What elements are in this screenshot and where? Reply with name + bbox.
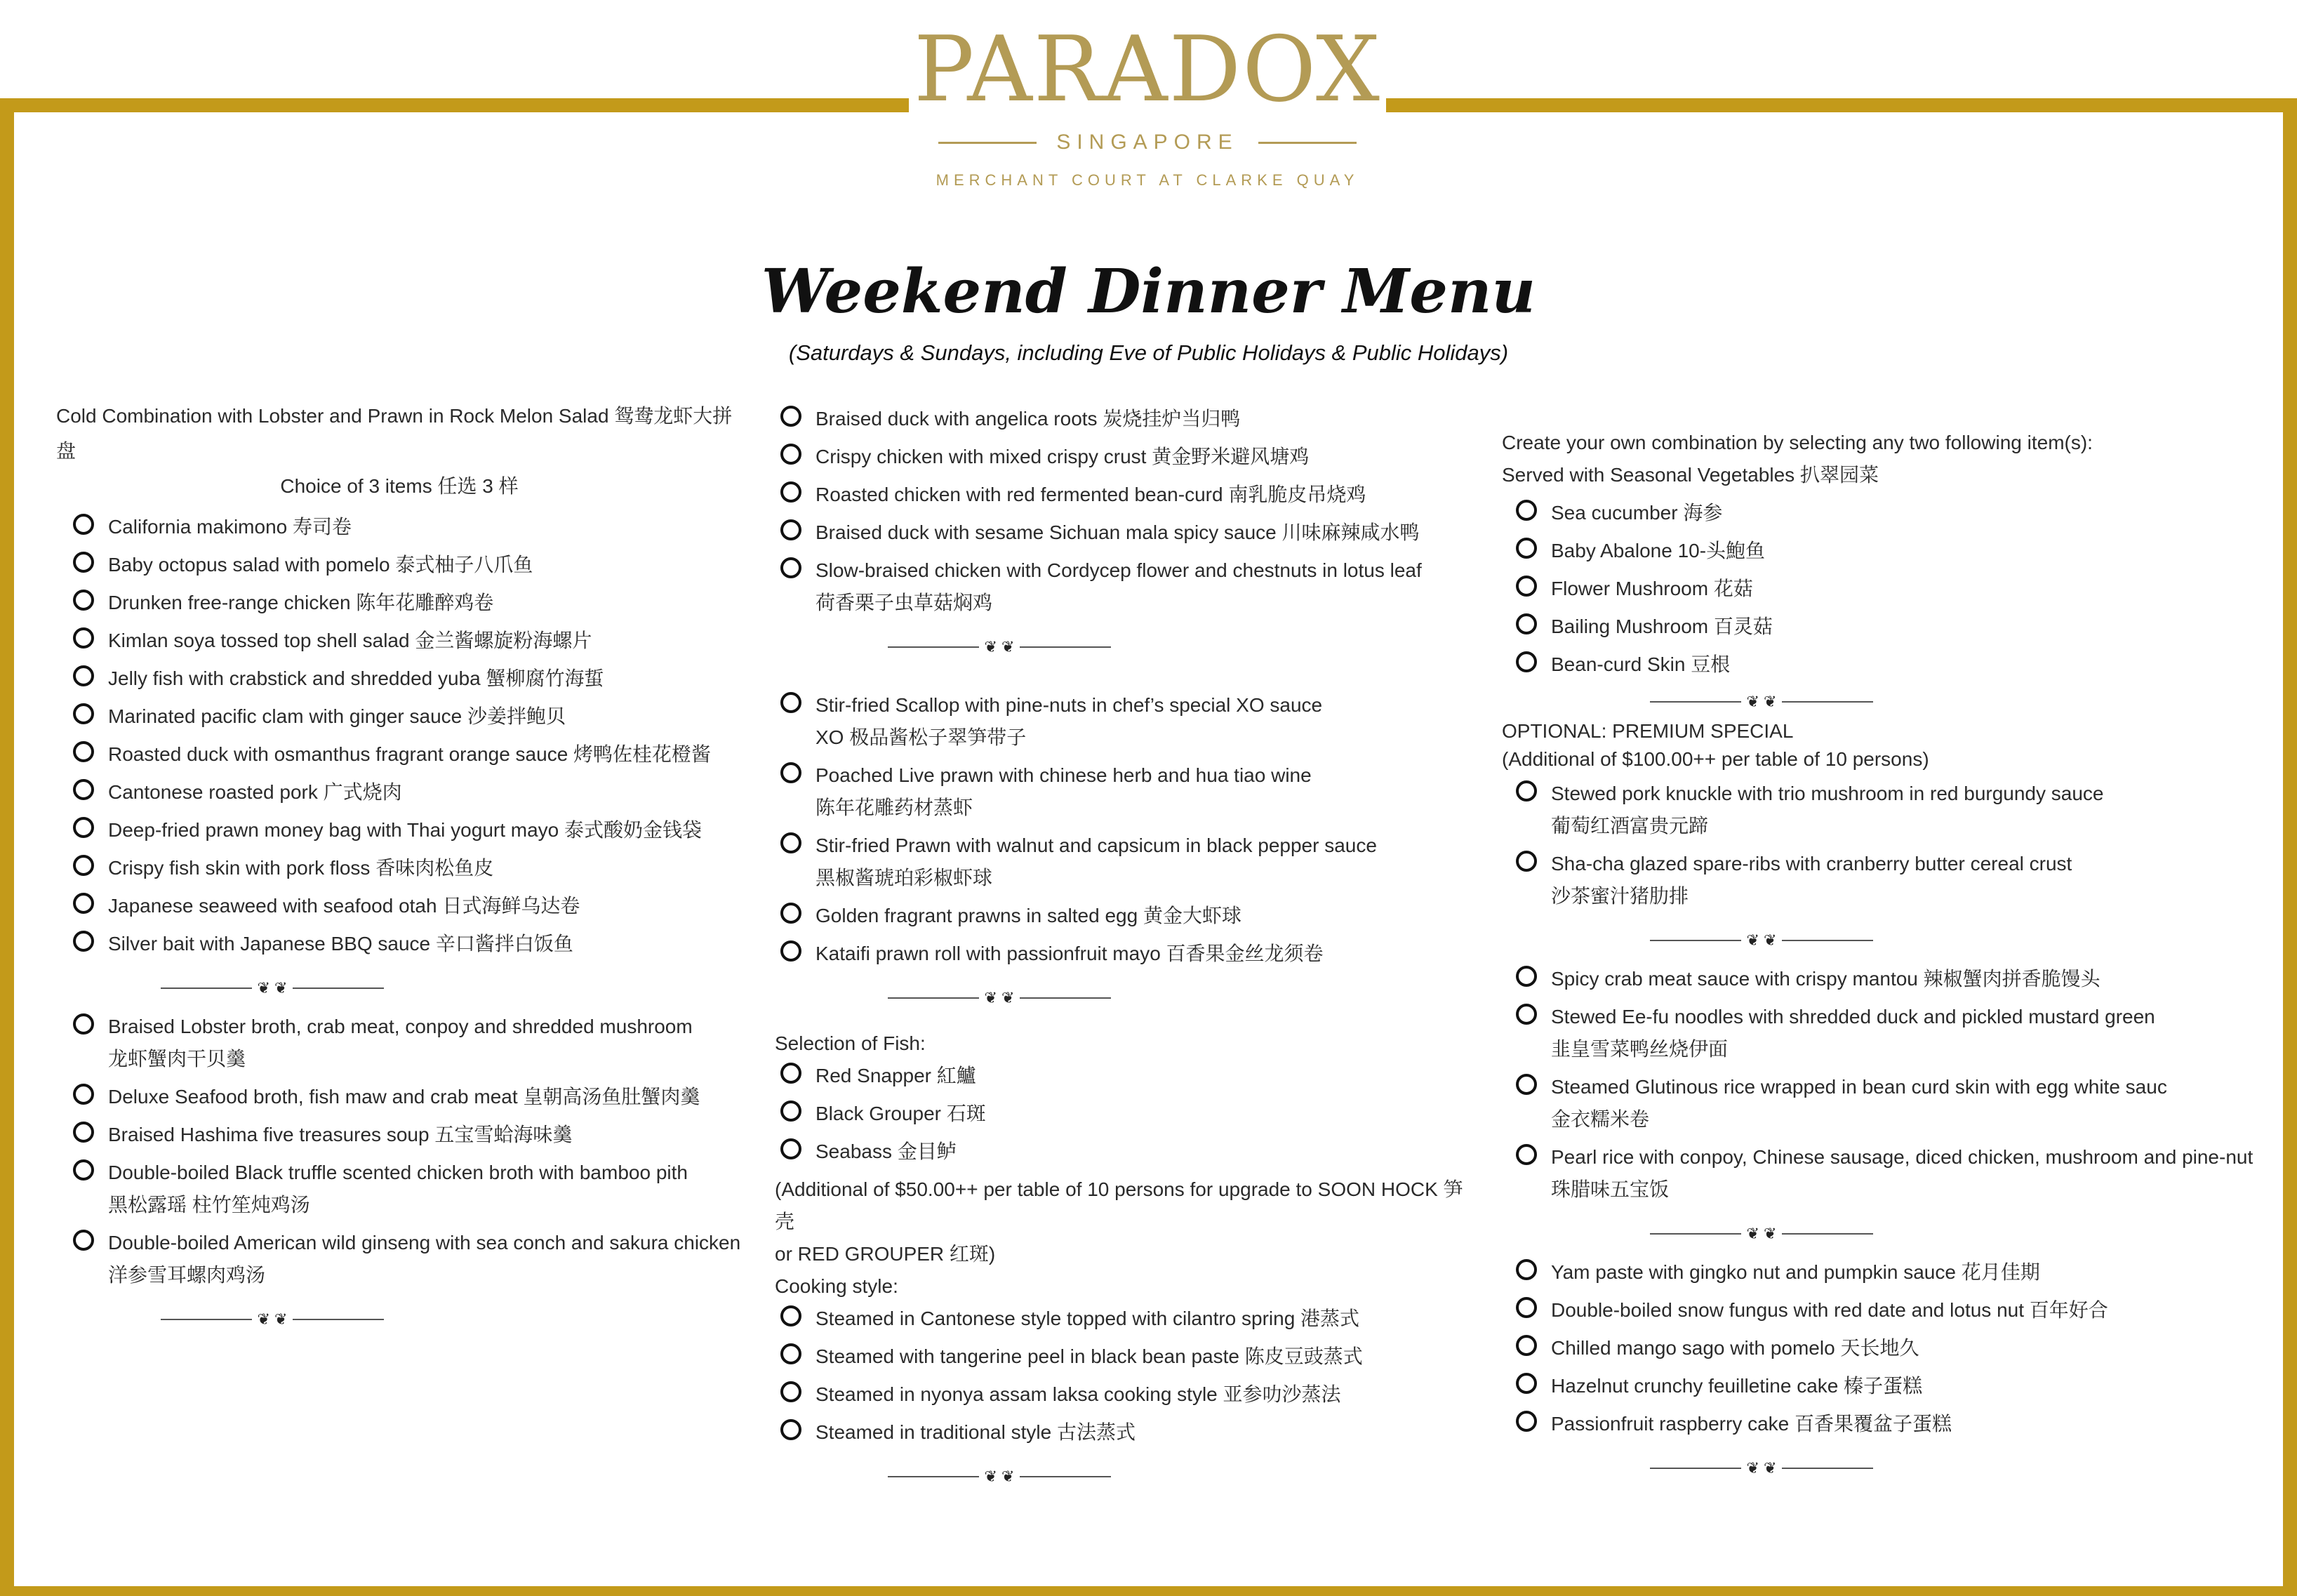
column-middle <box>775 403 1470 1499</box>
menu-item[interactable] <box>1516 497 2267 529</box>
menu-item-label: Steamed in traditional style 古法蒸式 <box>815 1421 1136 1443</box>
radio-circle-icon[interactable] <box>73 741 94 762</box>
menu-item-label: Steamed with tangerine peel in black bean paste 陈皮豆豉蒸式 <box>815 1345 1363 1367</box>
menu-item-label: Spicy crab meat sauce with crispy mantou 辣椒蟹肉拼香脆馒头 <box>1551 968 2100 990</box>
menu-item[interactable] <box>780 1060 1470 1092</box>
menu-item-label: Baby Abalone 10-头鮑鱼 <box>1551 540 1766 561</box>
radio-circle-icon[interactable] <box>73 931 94 952</box>
menu-item[interactable] <box>780 1303 1470 1335</box>
menu-item[interactable] <box>73 663 743 695</box>
divider-ornament: ❦ ❦ <box>1502 1211 2021 1256</box>
radio-circle-icon[interactable] <box>73 590 94 611</box>
menu-item-label: Steamed in Cantonese style topped with cilantro spring 港蒸式 <box>815 1308 1360 1329</box>
radio-circle-icon[interactable] <box>1516 1004 1537 1025</box>
menu-item-label: Silver bait with Japanese BBQ sauce 辛口酱拌白饭鱼 <box>108 933 573 955</box>
divider-ornament: ❦ ❦ <box>775 625 1224 670</box>
fish-note-2: or RED GROUPER 红斑) <box>775 1243 996 1265</box>
fish-heading: Selection of Fish: <box>775 1032 926 1054</box>
radio-circle-icon[interactable] <box>73 1230 94 1251</box>
cold-combo-choice: Choice of 3 items 任选 3 样 <box>280 475 519 497</box>
menu-item[interactable] <box>73 852 743 884</box>
menu-item[interactable] <box>1516 1332 2267 1364</box>
radio-circle-icon[interactable] <box>780 903 801 924</box>
menu-item-label: Braised duck with sesame Sichuan mala spicy sauce 川味麻辣咸水鸭 <box>815 521 1420 543</box>
radio-circle-icon[interactable] <box>73 817 94 838</box>
staple-items-list <box>1502 963 2267 1206</box>
cooking-items-list <box>775 1303 1470 1449</box>
radio-circle-icon[interactable] <box>1516 966 1537 987</box>
radio-circle-icon[interactable] <box>73 779 94 800</box>
divider-ornament: ❦ ❦ <box>48 1297 497 1342</box>
menu-item-label: Roasted chicken with red fermented bean-curd 南乳脆皮吊烧鸡 <box>815 484 1366 505</box>
cold-items-list <box>48 511 743 960</box>
menu-item-label: Steamed in nyonya assam laksa cooking style 亚参叻沙蒸法 <box>815 1383 1341 1405</box>
radio-circle-icon[interactable] <box>73 855 94 876</box>
menu-item-label: Stewed Ee-fu noodles with shredded duck and pickled mustard green 韭皇雪菜鸭丝烧伊面 <box>1551 1006 2155 1060</box>
radio-circle-icon[interactable] <box>780 519 801 540</box>
radio-circle-icon[interactable] <box>73 627 94 649</box>
menu-item-label: Steamed Glutinous rice wrapped in bean curd skin with egg white sauc 金衣糯米卷 <box>1551 1076 2167 1130</box>
menu-item[interactable] <box>780 441 1470 473</box>
radio-circle-icon[interactable] <box>780 1138 801 1159</box>
radio-circle-icon[interactable] <box>1516 1411 1537 1432</box>
menu-item[interactable] <box>73 776 743 809</box>
menu-item-label: Drunken free-range chicken 陈年花雕醉鸡卷 <box>108 592 494 613</box>
menu-item[interactable] <box>1516 1408 2267 1440</box>
radio-circle-icon[interactable] <box>73 1084 94 1105</box>
premium-heading: OPTIONAL: PREMIUM SPECIAL <box>1502 720 1794 742</box>
menu-item-label: Hazelnut crunchy feuilletine cake 榛子蛋糕 <box>1551 1375 1923 1397</box>
menu-item-label: Crispy fish skin with pork floss 香味肉松鱼皮 <box>108 857 494 879</box>
menu-item-label: Pearl rice with conpoy, Chinese sausage, diced chicken, mushroom and pine-nut 珠腊味五宝饭 <box>1551 1146 2253 1200</box>
menu-item-label: Sea cucumber 海参 <box>1551 502 1723 524</box>
radio-circle-icon[interactable] <box>73 703 94 724</box>
radio-circle-icon[interactable] <box>780 762 801 783</box>
radio-circle-icon[interactable] <box>1516 500 1537 521</box>
menu-item-label: Deluxe Seafood broth, fish maw and crab meat 皇朝高汤鱼肚蟹肉羹 <box>108 1086 700 1108</box>
radio-circle-icon[interactable] <box>1516 1297 1537 1318</box>
menu-item[interactable] <box>73 549 743 581</box>
radio-circle-icon[interactable] <box>780 940 801 962</box>
menu-item[interactable] <box>1516 1141 2267 1206</box>
brand-city: SINGAPORE <box>1056 131 1239 154</box>
radio-circle-icon[interactable] <box>780 481 801 503</box>
menu-item-label: Cantonese roasted pork 广式烧肉 <box>108 781 402 803</box>
radio-circle-icon[interactable] <box>1516 1074 1537 1095</box>
dessert-items-list <box>1502 1256 2267 1440</box>
premium-items-list <box>1502 778 2267 912</box>
menu-item[interactable] <box>780 938 1470 970</box>
menu-item-label: Chilled mango sago with pomelo 天长地久 <box>1551 1337 1919 1359</box>
menu-item-label: Braised Hashima five treasures soup 五宝雪蛤海味羹 <box>108 1124 573 1145</box>
menu-item-label: Double-boiled snow fungus with red date and lotus nut 百年好合 <box>1551 1299 2108 1321</box>
fish-note-1: (Additional of $50.00++ per table of 10 persons for upgrade to SOON HOCK 笋壳 <box>775 1178 1463 1232</box>
menu-item-label: Stir-fried Prawn with walnut and capsicum in black pepper sauce 黑椒酱琥珀彩椒虾球 <box>815 834 1377 889</box>
menu-item[interactable] <box>780 830 1470 894</box>
menu-item-label: Crispy chicken with mixed crispy crust 黄金野米避风塘鸡 <box>815 446 1310 467</box>
menu-item-label: Braised Lobster broth, crab meat, conpoy and shredded mushroom 龙虾蟹肉干贝羹 <box>108 1016 693 1070</box>
brand-name: PARADOX <box>913 18 1382 122</box>
radio-circle-icon[interactable] <box>1516 1144 1537 1165</box>
menu-item[interactable] <box>73 1119 743 1151</box>
menu-item[interactable] <box>1516 535 2267 567</box>
radio-circle-icon[interactable] <box>780 557 801 578</box>
menu-item-label: Bean-curd Skin 豆根 <box>1551 653 1731 675</box>
menu-item-label: Sha-cha glazed spare-ribs with cranberry butter cereal crust 沙茶蜜汁猪肋排 <box>1551 853 2072 907</box>
menu-item-label: Seabass 金目鲈 <box>815 1141 957 1162</box>
radio-circle-icon[interactable] <box>1516 1373 1537 1394</box>
menu-item[interactable] <box>1516 1071 2267 1136</box>
menu-item[interactable] <box>780 1136 1470 1168</box>
radio-circle-icon[interactable] <box>73 893 94 914</box>
menu-item-label: Red Snapper 紅鱸 <box>815 1065 976 1086</box>
radio-circle-icon[interactable] <box>73 665 94 686</box>
page-title: Weekend Dinner Menu <box>761 256 1536 327</box>
radio-circle-icon[interactable] <box>73 514 94 535</box>
menu-item[interactable] <box>780 554 1470 619</box>
fish-items-list <box>775 1060 1470 1168</box>
menu-item-label: California makimono 寿司卷 <box>108 516 352 538</box>
menu-item[interactable] <box>73 1227 743 1291</box>
menu-item-label: Passionfruit raspberry cake 百香果覆盆子蛋糕 <box>1551 1413 1952 1435</box>
radio-circle-icon[interactable] <box>1516 1335 1537 1356</box>
radio-circle-icon[interactable] <box>780 1305 801 1326</box>
column-left <box>48 399 743 1342</box>
menu-item[interactable] <box>780 689 1470 754</box>
radio-circle-icon[interactable] <box>780 1063 801 1084</box>
menu-item[interactable] <box>780 1416 1470 1449</box>
menu-item-label: Black Grouper 石斑 <box>815 1103 986 1124</box>
menu-item-label: Japanese seaweed with seafood otah 日式海鲜乌达卷 <box>108 895 580 917</box>
menu-item[interactable] <box>780 900 1470 932</box>
menu-item[interactable] <box>780 759 1470 824</box>
menu-item-label: Deep-fried prawn money bag with Thai yogurt mayo 泰式酸奶金钱袋 <box>108 819 703 841</box>
poultry-items-list <box>775 403 1470 619</box>
radio-circle-icon[interactable] <box>1516 538 1537 559</box>
menu-item[interactable] <box>780 403 1470 435</box>
menu-item[interactable] <box>73 928 743 960</box>
menu-item[interactable] <box>1516 778 2267 842</box>
menu-item[interactable] <box>1516 573 2267 605</box>
combo-items-list <box>1502 497 2267 681</box>
menu-item-label: Double-boiled American wild ginseng with sea conch and sakura chicken 洋参雪耳螺肉鸡汤 <box>108 1232 741 1286</box>
radio-circle-icon[interactable] <box>73 552 94 573</box>
menu-item[interactable] <box>780 1098 1470 1130</box>
column-right <box>1502 427 2267 1491</box>
menu-item-label: Stir-fried Scallop with pine-nuts in chef’s special XO sauce XO 极品酱松子翠笋带子 <box>815 694 1323 748</box>
menu-item[interactable] <box>73 511 743 543</box>
radio-circle-icon[interactable] <box>73 1013 94 1035</box>
menu-item[interactable] <box>1516 848 2267 912</box>
radio-circle-icon[interactable] <box>780 1100 801 1122</box>
menu-item[interactable] <box>73 1081 743 1113</box>
menu-item[interactable] <box>780 1378 1470 1411</box>
menu-item-label: Jelly fish with crabstick and shredded yuba 蟹柳腐竹海蜇 <box>108 667 604 689</box>
menu-item-label: Poached Live prawn with chinese herb and hua tiao wine 陈年花雕药材蒸虾 <box>815 764 1312 818</box>
radio-circle-icon[interactable] <box>780 1381 801 1402</box>
menu-item-label: Golden fragrant prawns in salted egg 黄金大虾球 <box>815 905 1241 926</box>
menu-item[interactable] <box>1516 963 2267 995</box>
menu-item[interactable] <box>780 517 1470 549</box>
divider-ornament: ❦ ❦ <box>775 976 1224 1020</box>
combo-intro: Create your own combination by selecting any two following item(s): <box>1502 432 2093 453</box>
radio-circle-icon[interactable] <box>1516 651 1537 672</box>
menu-item-label: Yam paste with gingko nut and pumpkin sauce 花月佳期 <box>1551 1261 2040 1283</box>
menu-item-label: Roasted duck with osmanthus fragrant orange sauce 烤鸭佐桂花橙酱 <box>108 743 712 765</box>
menu-item[interactable] <box>1516 1001 2267 1065</box>
menu-item[interactable] <box>73 587 743 619</box>
menu-item[interactable] <box>1516 649 2267 681</box>
radio-circle-icon[interactable] <box>1516 1259 1537 1280</box>
menu-item[interactable] <box>73 700 743 733</box>
menu-item-label: Kataifi prawn roll with passionfruit mayo 百香果金丝龙须卷 <box>815 943 1324 964</box>
radio-circle-icon[interactable] <box>780 692 801 713</box>
premium-note: (Additional of $100.00++ per table of 10 persons) <box>1502 748 1929 770</box>
menu-item[interactable] <box>780 1341 1470 1373</box>
radio-circle-icon[interactable] <box>1516 613 1537 634</box>
menu-item[interactable] <box>73 1157 743 1221</box>
menu-item-label: Marinated pacific clam with ginger sauce 沙姜拌鲍贝 <box>108 705 566 727</box>
radio-circle-icon[interactable] <box>780 1343 801 1364</box>
menu-item[interactable] <box>780 479 1470 511</box>
divider-ornament: ❦ ❦ <box>1502 686 2021 717</box>
radio-circle-icon[interactable] <box>1516 576 1537 597</box>
menu-item-label: Slow-braised chicken with Cordycep flower and chestnuts in lotus leaf 荷香栗子虫草菇焖鸡 <box>815 559 1422 613</box>
menu-item-label: Double-boiled Black truffle scented chicken broth with bamboo pith 黑松露瑶 柱竹笙炖鸡汤 <box>108 1162 688 1216</box>
menu-item-label: Stewed pork knuckle with trio mushroom in red burgundy sauce 葡萄红酒富贵元蹄 <box>1551 783 2104 837</box>
radio-circle-icon[interactable] <box>780 832 801 853</box>
radio-circle-icon[interactable] <box>73 1122 94 1143</box>
divider-ornament: ❦ ❦ <box>1502 1446 2021 1491</box>
menu-item-label: Bailing Mushroom 百灵菇 <box>1551 616 1773 637</box>
cooking-heading: Cooking style: <box>775 1275 898 1297</box>
radio-circle-icon[interactable] <box>780 1419 801 1440</box>
menu-item[interactable] <box>1516 1294 2267 1326</box>
page-subtitle: (Saturdays & Sundays, including Eve of Public Holidays & Public Holidays) <box>788 340 1509 365</box>
menu-item[interactable] <box>73 738 743 771</box>
divider-ornament: ❦ ❦ <box>775 1454 1224 1499</box>
menu-item[interactable] <box>1516 1370 2267 1402</box>
menu-item[interactable] <box>1516 1256 2267 1289</box>
menu-item-label: Kimlan soya tossed top shell salad 金兰酱螺旋粉海螺片 <box>108 630 592 651</box>
combo-vegetables: Served with Seasonal Vegetables 扒翠园菜 <box>1502 464 1879 486</box>
cold-combo-heading: Cold Combination with Lobster and Prawn in Rock Melon Salad 鸳鸯龙虾大拼盘 <box>56 405 733 462</box>
divider-ornament: ❦ ❦ <box>48 966 497 1011</box>
menu-item-label: Braised duck with angelica roots 炭烧挂炉当归鸭 <box>815 408 1241 430</box>
soup-items-list <box>48 1011 743 1291</box>
menu-item[interactable] <box>73 814 743 846</box>
logo <box>909 14 1386 204</box>
radio-circle-icon[interactable] <box>1516 780 1537 802</box>
radio-circle-icon[interactable] <box>73 1159 94 1181</box>
menu-item[interactable] <box>73 890 743 922</box>
menu-item-label: Flower Mushroom 花菇 <box>1551 578 1753 599</box>
menu-item[interactable] <box>73 1011 743 1075</box>
radio-circle-icon[interactable] <box>780 444 801 465</box>
divider-ornament: ❦ ❦ <box>1502 918 2021 963</box>
menu-item[interactable] <box>1516 611 2267 643</box>
menu-item[interactable] <box>73 625 743 657</box>
brand-location: MERCHANT COURT AT CLARKE QUAY <box>936 171 1359 189</box>
radio-circle-icon[interactable] <box>780 406 801 427</box>
menu-item-label: Baby octopus salad with pomelo 泰式柚子八爪鱼 <box>108 554 533 576</box>
radio-circle-icon[interactable] <box>1516 851 1537 872</box>
seafood-items-list <box>775 689 1470 970</box>
